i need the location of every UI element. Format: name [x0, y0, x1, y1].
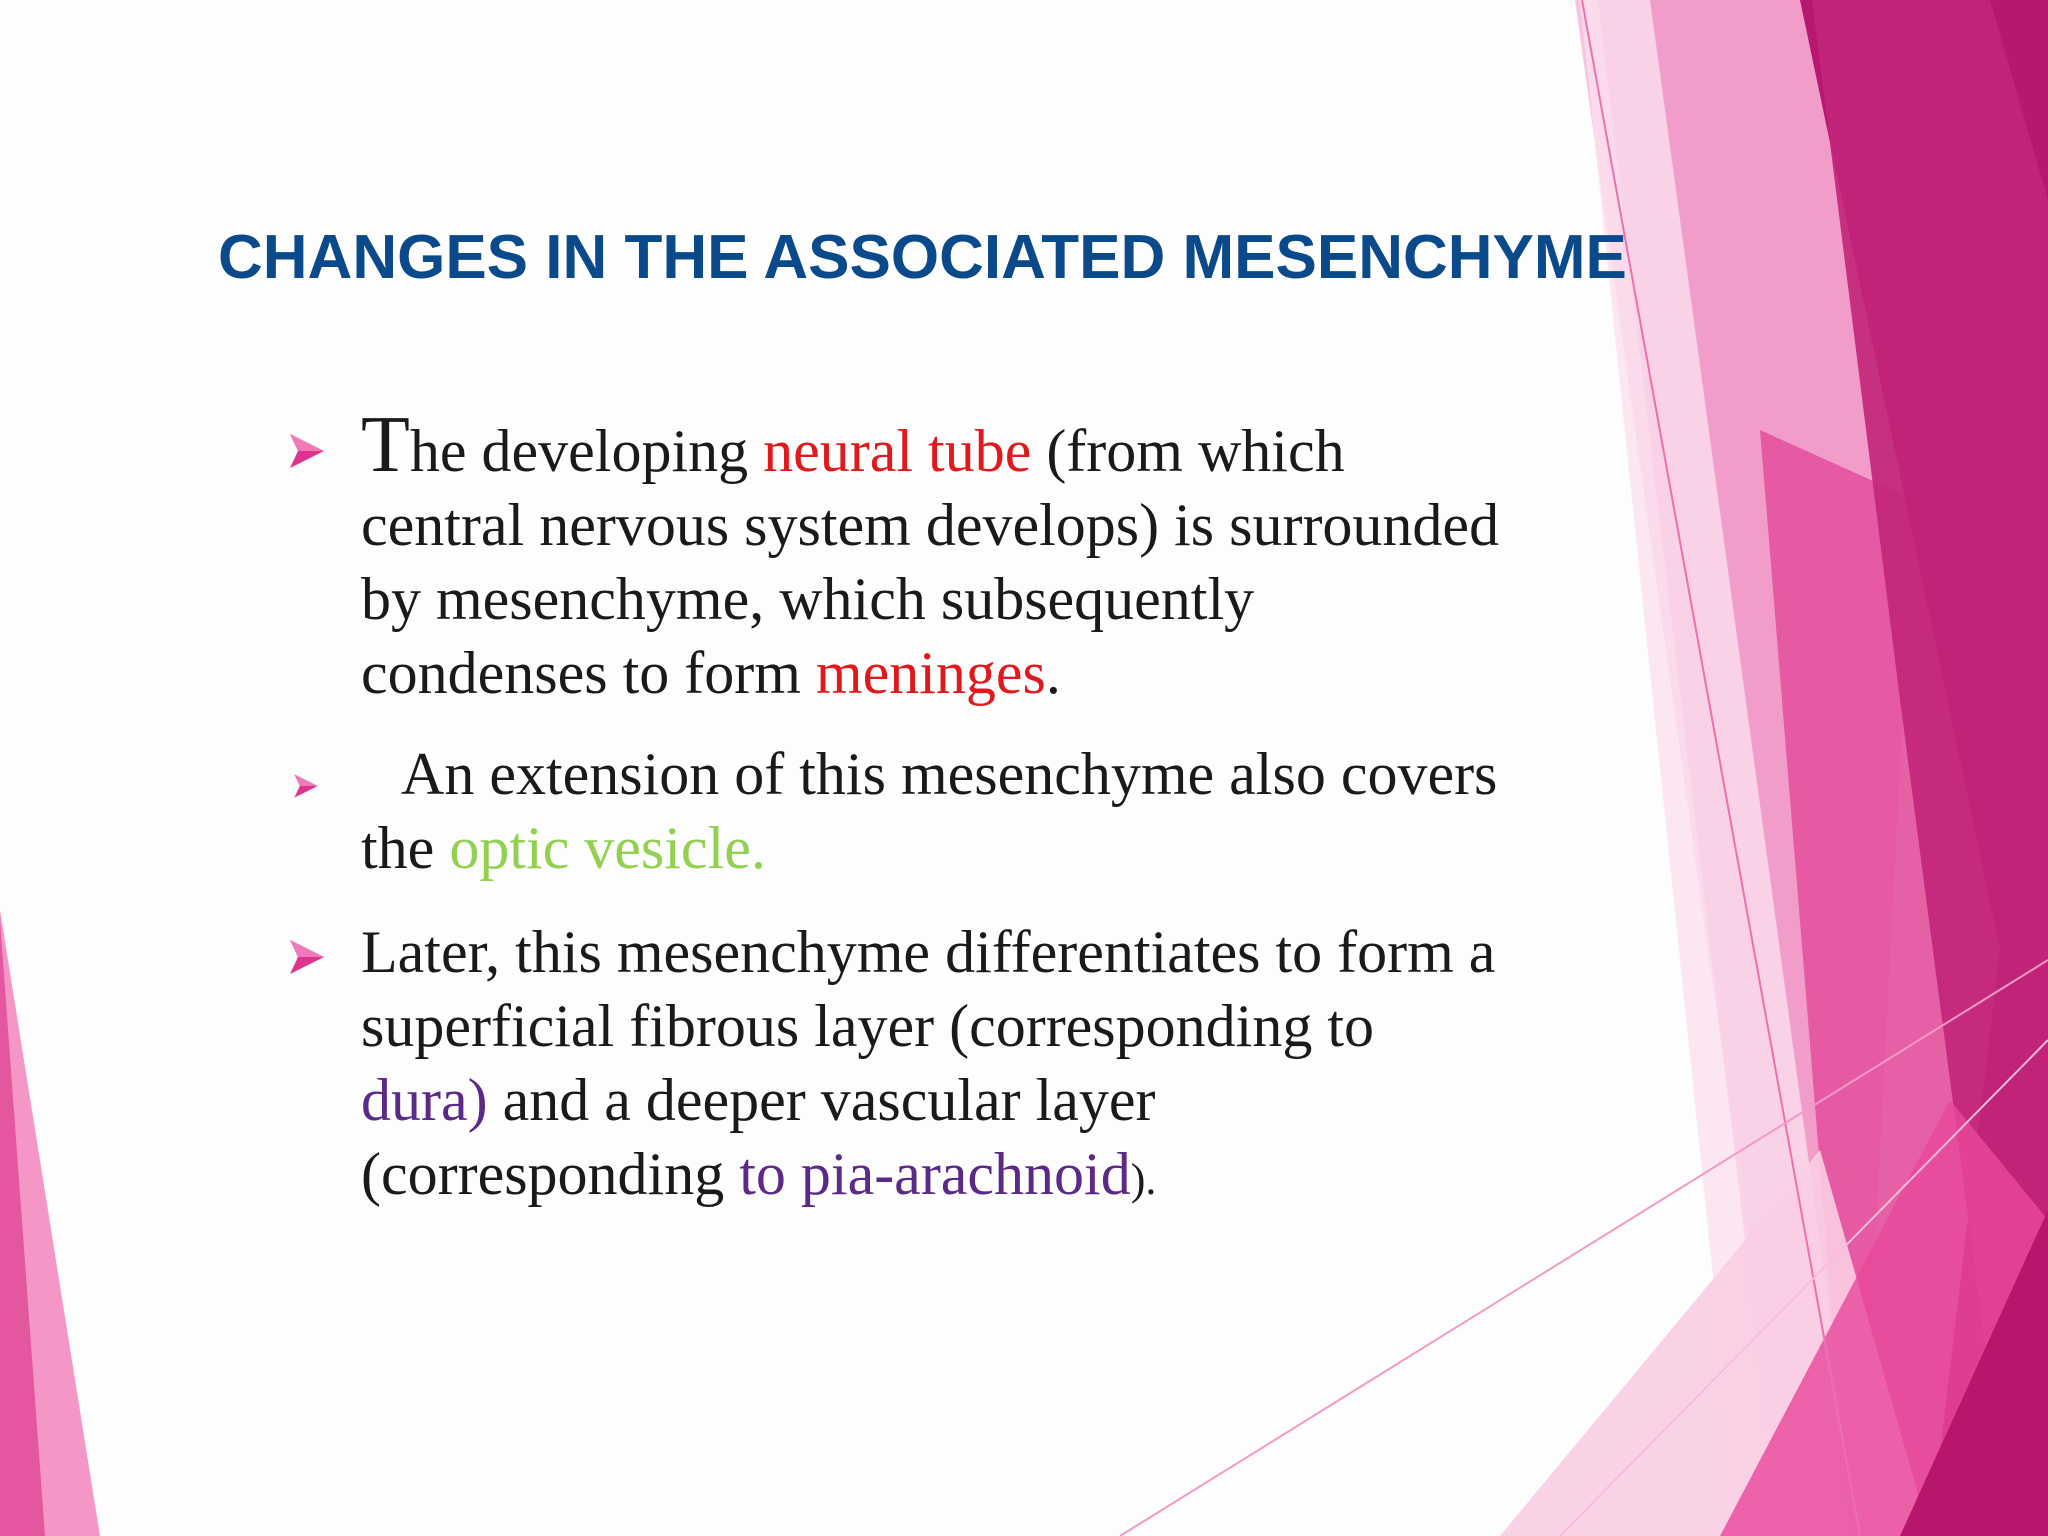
- bullet-line: An extension of this mesenchyme also covers: [401, 741, 1498, 807]
- bullet-line: Later, this mesenchyme differentiates to form a: [361, 919, 1496, 985]
- bullet-item: [361, 737, 1681, 885]
- arrow-bullet-icon: [288, 432, 326, 470]
- highlight-meninges: meninges: [815, 640, 1046, 706]
- highlight-dura: dura): [361, 1067, 488, 1133]
- bullet-item: [361, 401, 1681, 710]
- bullet-line: the optic vesicle.: [361, 815, 766, 881]
- slide-title: CHANGES IN THE ASSOCIATED MESENCHYME: [218, 223, 1627, 292]
- arrow-bullet-icon: [293, 773, 319, 799]
- highlight-pia-arachnoid: to pia-arachnoid: [739, 1141, 1131, 1207]
- bullet-line: dura) and a deeper vascular layer: [361, 1067, 1156, 1133]
- highlight-neural-tube: neural tube: [763, 418, 1032, 484]
- arrow-bullet-icon: [288, 938, 326, 976]
- bullet-line: (corresponding to pia-arachnoid).: [361, 1141, 1157, 1207]
- bullet-line: central nervous system develops) is surrounded: [361, 492, 1500, 558]
- bullet-line: superficial fibrous layer (corresponding to: [361, 993, 1374, 1059]
- bullet-line: The developing neural tube (from which: [361, 401, 1345, 489]
- bullet-line: by mesenchyme, which subsequently: [361, 566, 1255, 632]
- bullet-line: condenses to form meninges.: [361, 640, 1061, 706]
- bullet-item: [361, 915, 1681, 1217]
- highlight-optic-vesicle: optic vesicle.: [449, 815, 766, 881]
